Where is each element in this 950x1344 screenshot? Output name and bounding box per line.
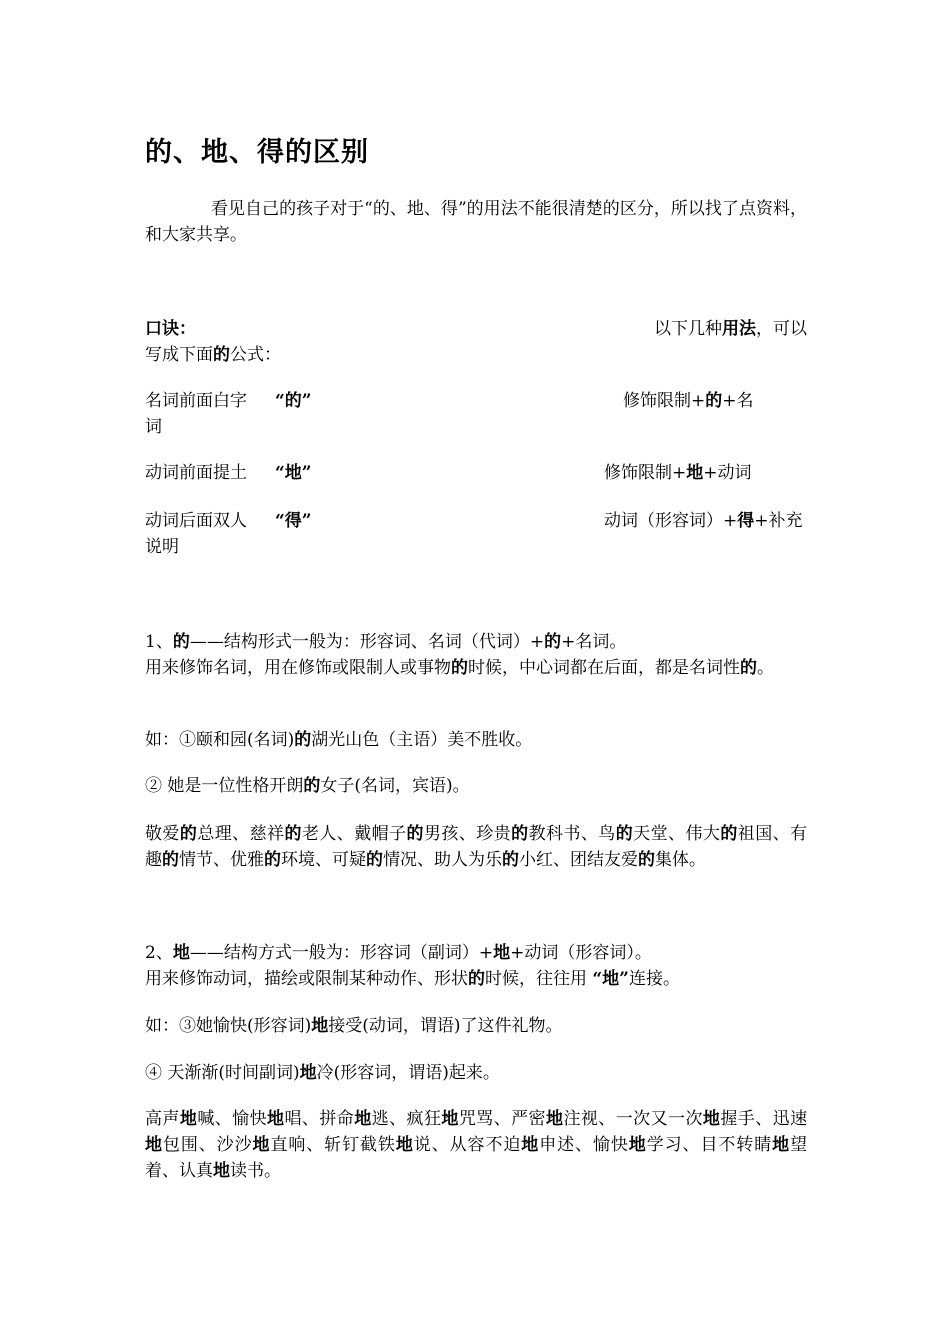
formula-rule: 修饰限制+的+名 xyxy=(623,391,754,411)
formula-cont: 说明 xyxy=(145,537,179,557)
section2-example-3: 如：③她愉快(形容词)地接受(动词，谓语)了这件礼物。 xyxy=(145,1016,563,1036)
formula-cont: 词 xyxy=(145,417,162,437)
formula-lead-wrap: 写成下面的公式： xyxy=(145,345,281,365)
page-title: 的、地、得的区别 xyxy=(145,137,369,168)
formula-rule: 修饰限制+地+动词 xyxy=(604,463,752,483)
intro-paragraph: 看见自己的孩子对于“的、地、得”的用法不能很清楚的区分，所以找了点资料，和大家共享。 xyxy=(145,199,807,245)
mnemonic-label: 口诀： xyxy=(145,319,196,339)
section2-phrase-list: 高声地喊、愉快地唱、拼命地逃、疯狂地咒骂、严密地注视、一次又一次地握手、迅速地包围、沙沙地直响、斩钉截铁地说、从容不迫地申述、愉快地学习、目不转睛地望着、认真地读书。 xyxy=(145,1109,808,1181)
section1-heading: 1、的——结构形式一般为：形容词、名词（代词）+的+名词。 xyxy=(145,632,627,652)
formula-mnemonic: 名词前面白字 xyxy=(145,391,247,411)
section1-description: 用来修饰名词，用在修饰或限制人或事物的时候，中心词都在后面，都是名词性的。 xyxy=(145,658,774,678)
formula-word: “地” xyxy=(275,463,312,483)
formula-mnemonic: 动词前面提土 xyxy=(145,463,247,483)
formula-lead xyxy=(145,316,807,368)
formula-lead-right: 以下几种用法，可以 xyxy=(654,319,807,339)
formula-word: “的” xyxy=(275,391,312,411)
section1-phrase-list: 敬爱的总理、慈祥的老人、戴帽子的男孩、珍贵的教科书、鸟的天堂、伟大的祖国、有趣的情节、优雅的环境、可疑的情况、助人为乐的小红、团结友爱的集体。 xyxy=(145,824,808,870)
section2-description: 用来修饰动词，描绘或限制某种动作、形状的时候，往往用 “地”连接。 xyxy=(145,969,680,989)
section1-example-2: ② 她是一位性格开朗的女子(名词，宾语)。 xyxy=(145,776,470,796)
formula-mnemonic: 动词后面双人 xyxy=(145,511,247,531)
section1-example-1: 如：①颐和园(名词)的湖光山色（主语）美不胜收。 xyxy=(145,730,533,750)
formula-word: “得” xyxy=(275,511,312,531)
section2-heading: 2、地——结构方式一般为：形容词（副词）+地+动词（形容词）。 xyxy=(145,943,652,963)
section2-example-4: ④ 天渐渐(时间副词)地冷(形容词，谓语)起来。 xyxy=(145,1063,500,1083)
formula-rule: 动词（形容词）+得+补充 xyxy=(604,511,803,531)
